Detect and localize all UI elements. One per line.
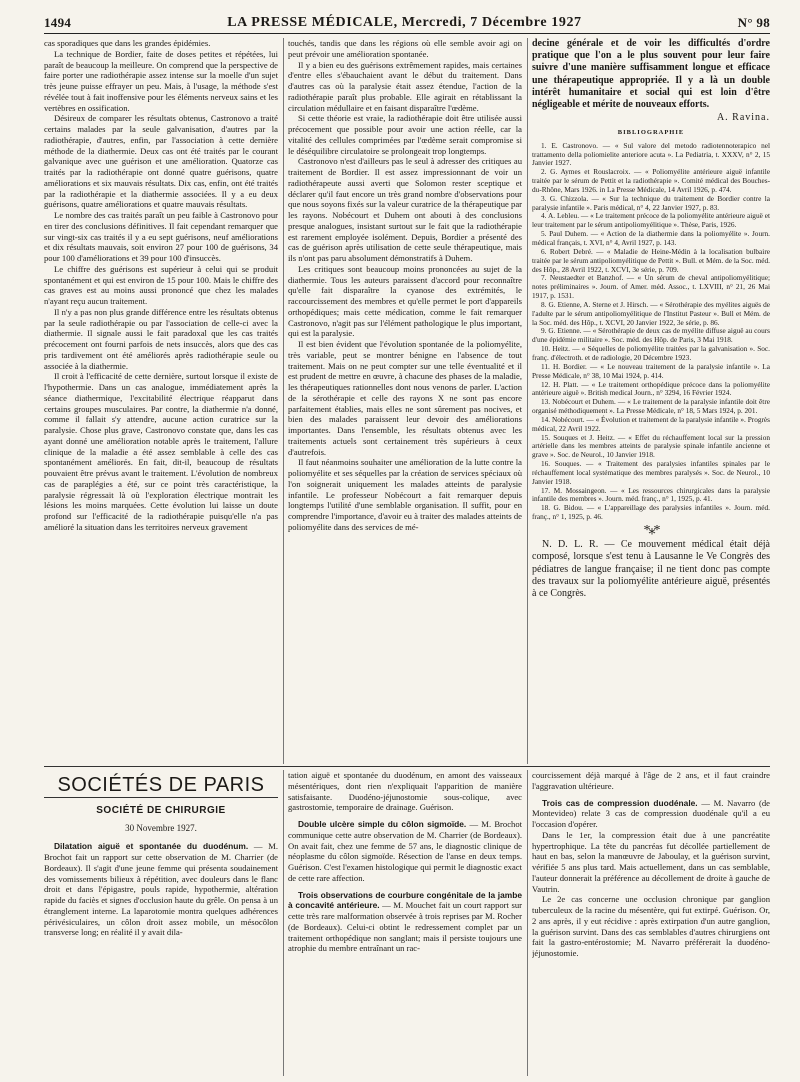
- paragraph: Le chiffre des guérisons est supérieur à celui qui se produit spontanément et qui est environ de 15 pour 100. Mais le chiffre des cas graves est au moins aussi prononcé que chez les malades n'ayant reçu aucun traitement.: [44, 263, 278, 306]
- article-text: — M. Navarro (de Montevideo) relate 3 cas de compression duodénale qu'il a eu l'occasion d'opérer.: [532, 797, 770, 829]
- paragraph: cas sporadiques que dans les grandes épidémies.: [44, 38, 211, 48]
- paragraph: Il croit à l'efficacité de cette dernière, surtout lorsque il existe de l'hypothermie. Dans un cas analogue, immédiatement après la séance diathermique, l'excitabilité électrique réapparut dans certains groupes musculaires. Par contre, la diathermie n'a donné, comme il fallait s'y attendre, aucune action curatrice sur la paralysie. Chose plus grave, Castronovo constate que, dans les cas ayant donné une amélioration notable après le traitement, l'allure clinique de la maladie a été assez semblable à celle des cas spontanément améliorés. En fait, dit-il, beaucoup de résultats pouvaient être prévus avant le traitement. L'évolution de nombreux cas de paraplégies a été, sur ce point très caractéristique, la paralysie régressait là où l'exploration électrique montrait les lésions les moins marquées. Cette évolution lui laisse un doute profond sur l'efficacité de la radiothérapie puisqu'elle n'a pas amélioré la situation dans les territoires nerveux gravement: [44, 371, 278, 532]
- article: [288, 890, 522, 955]
- article-continuation: courcissement déjà marqué à l'âge de 2 ans, et il faut craindre l'aggravation ultérieure.: [532, 770, 770, 791]
- article-title: Trois observations de courbure congénitale de la jambe à concavité antérieure.: [288, 889, 522, 911]
- bibliography-list: [532, 142, 770, 522]
- article-title: Double ulcère simple du côlon sigmoïde.: [298, 819, 467, 829]
- bibliography-entry: 10. Heitz. — « Séquelles de poliomyélite traitées par la galvanisation ». Soc. franç. d'électroth. et de radiologie, 20 Décembre 1923.: [532, 344, 770, 362]
- society-name: SOCIÉTÉ DE CHIRURGIE: [96, 804, 226, 816]
- column-rule: [527, 38, 528, 764]
- article: [288, 819, 522, 884]
- conclusion-paragraph: decine générale et de voir les difficultés d'ordre pratique que l'on a le plus souvent pour leur faire suivre d'une manière suffisamment longue et efficace une thérapeutique appropriée. Il y a là un double intérêt humanitaire et social qui est loin d'être négligeable et mérite de nouveaux efforts.: [532, 38, 770, 111]
- column-1: [44, 38, 278, 764]
- column-2: [288, 38, 522, 764]
- bibliography-entry: 9. G. Etienne. — « Sérothérapie de deux cas de myélite diffuse aiguë au cours d'une épidémie militaire ». Soc. méd. des Hôp. de Paris, 3 Mai 1918.: [532, 326, 770, 345]
- editor-note-text: N. D. L. R. — Ce mouvement médical était déjà composé, lorsque s'est tenu à Lausanne le Ve Congrès des pédiatres de langue française; il ne tient donc pas compte des travaux sur la poliomyélite antérieure aiguë, présentés à ce Congrès.: [532, 538, 770, 600]
- paragraph: Il n'y a pas non plus grande différence entre les résultats obtenus par la seule radiothérapie ou par l'association de celle-ci avec la diathermie. Il signale aussi le fait paradoxal que les cas traités précocement ont fourni parfois de nets insuccès, alors que des cas pris tardivement ont été améliorés après radiothérapie seule ou associée à la diathermie.: [44, 306, 278, 371]
- newspaper-page: [44, 6, 770, 1076]
- bibliography-entry: 18. G. Bidou. — « L'appareillage des paralysies infantiles ». Journ. méd. franç., n° 1, 1925, p. 46.: [532, 503, 770, 522]
- bibliography-entry: 16. Souques. — « Traitement des paralysies infantiles spinales par le réchauffement local systématique des membres paralysés ». Soc. de Neurol., 10 Janvier 1918.: [532, 459, 770, 486]
- bibliography-entry: 2. G. Aymes et Rouslacroix. — « Poliomyélite antérieure aiguë infantile traitée par le sérum de Pettit et la radiothérapie ». Comité médical des Bouches-du-Rhône, Mars 1926. in La Presse Médicale, 14 Avril 1926, p. 474.: [532, 167, 770, 194]
- article-text: — M. Mouchet fait un court rapport sur cette très rare malformation observée à trois reprises par M. Rocher (de Bordeaux). Celui-ci obtint le redressement complet par un traitement orthopédique non sanglant; mais il persiste toujours une atrophie du membre entraînant un rac-: [288, 900, 522, 954]
- author-signature: A. Ravina.: [716, 112, 770, 124]
- bibliography-entry: 6. Robert Debré. — « Maladie de Heine-Médin à la localisation bulbaire traitée par le sérum antipoliomyélitique de Pettit ». Bull. et Mém. de la Soc. méd. des Hôp., 28 Avril 1922, t. XCVI, 3e série, p. 709.: [532, 246, 770, 274]
- paragraph: Désireux de comparer les résultats obtenus, Castronovo a traité certains malades par la seule galvanisation, d'autres par la radiothérapie, d'autres, enfin, par l'association à cette dernière méthode de la diathermie. Deux cas ont été traités par le courant galvanique avec une guérison et une amélioration. Quatorze cas traités par la radiothérapie ont donné quatre guérisons, quatre améliorations et six mauvais résultats. Dix cas, enfin, ont été traités par la radiothérapie et la diathermie associées. Il y a eu deux guérisons, quatre améliorations et quatre mauvais résultats.: [44, 113, 278, 210]
- column-rule: [283, 38, 284, 764]
- bibliography-entry: 8. G. Etienne, A. Sterne et J. Hirsch. — « Sérothérapie des myélites aiguës de l'adulte par le sérum antipoliomyélitique de l'Institut Pasteur ». Bull et Mém. de la Soc. méd. des Hôp., t. XCVI, 20 Janvier 1922, 3e série, p. 86.: [532, 299, 770, 327]
- journal-title: LA PRESSE MÉDICALE, Mercredi, 7 Décembre 1927: [227, 15, 582, 30]
- page-header: [44, 6, 770, 34]
- bibliography-entry: 3. G. Chizzola. — « Sur la technique du traitement de Bordier contre la paralysie infantile ». Paris médical, n° 4, 22 Janvier 1927, p. 83.: [532, 193, 770, 212]
- paragraph: Il y a bien eu des guérisons extrêmement rapides, mais certaines d'entre elles s'ébauchaient avant le début du traitement. Dans d'autres cas où la paralysie était assez étendue, l'action de la radiothérapie paraît plus probable. Elle agirait en rétablissant la circulation médullaire et en faisant disparaître l'œdème.: [288, 59, 522, 113]
- paragraph: touchés, tandis que dans les régions où elle semble avoir agi on peut prévoir une amélioration spontanée.: [288, 38, 522, 59]
- article: [44, 841, 278, 938]
- paragraph: Si cette théorie est vraie, la radiothérapie doit être utilisée aussi précocement que possible pour avoir une action réelle, car la vitalité des cellules comprimées par l'œdème serait compromise si le déséquilibre circulatoire se prolongeait trop longtemps.: [288, 113, 522, 156]
- paragraph: Les critiques sont beaucoup moins prononcées au sujet de la diathermie. Tous les auteurs paraissent d'accord pour reconnaître qu'elle fait disparaître la cyanose des extrémités, le raccourcissement des membres et qu'elle permet le port d'appareils orthopédiques; mais cette médication, comme le fait remarquer Castronovo, n'agit pas sur l'élément pathologique le plus important, qui est la paralysie.: [288, 263, 522, 339]
- article: [532, 798, 770, 830]
- asterism-ornament: *⁎*: [643, 523, 659, 538]
- paragraph: Il faut néanmoins souhaiter une amélioration de la lutte contre la poliomyélite et ses séquelles par la création de services spéciaux où l'on soignerait uniquement les malades atteints de paralysie infantile. Le professeur Nobécourt a fait remarquer depuis longtemps l'utilité d'une semblable organisation. Il suffit, pour en comprendre l'importance, d'avoir eu à traiter des malades atteints de poliomyélite dans des services de mé-: [288, 457, 522, 532]
- issue-number: N° 98: [737, 15, 770, 30]
- bibliography-entry: 13. Nobécourt et Duhem. — « Le traitement de la paralysie infantile doit être organisé méthodiquement ». La Presse Médicale, n° 18, 5 Mars 1924, p. 201.: [532, 397, 770, 416]
- bibliography-entry: 14. Nobécourt. — « Évolution et traitement de la paralysie infantile ». Progrès médical, 22 Avril 1922.: [532, 414, 770, 433]
- bibliography-entry: 1. E. Castronovo. — « Sul valore del metodo radiotennoterapico nel trattamento della poliomielite anteriore acuta ». La Pediatria, t. XXXV, n° 2, 15 Janvier 1927.: [532, 140, 770, 168]
- column-3: [532, 38, 770, 764]
- page-number: 1494: [44, 15, 72, 30]
- societes-column-2: [288, 770, 522, 1076]
- article-text: — M. Brochot fait un rapport sur cette observation de M. Charrier (de Bordeaux). Il s'agit d'une jeune femme qui présenta soudainement des vomissements bilieux à répétition, avec douleurs dans le flanc droit et dans l'épigastre, pouls rapide, hypothermie, altération rapide du faciès et signes d'occlusion haute du grêle. On pensa à un étranglement interne. La laparotomie montra quelques adhérences périvésiculaires, un côlon droit assez mobile, un mésocôlon transverse long; en réalité il y avait dila-: [44, 841, 278, 938]
- bibliography-entry: 4. A. Lebleu. — « Le traitement précoce de la poliomyélite antérieure aiguë et leur traitement par le sérum antipoliomyélitique ». Thèse, Paris, 1926.: [532, 211, 770, 230]
- paragraph: Il est bien évident que l'évolution spontanée de la poliomyélite, très variable, peut se montrer bénigne en l'absence de tout traitement. Mais on ne peut compter sur une telle éventualité et il est prudent de mettre en œuvre, à chacune des phases de la maladie, les thérapeutiques rationnelles dont nous venons de parler. L'action de la sérothérapie et celle des rayons X ne sont pas encore parfaitement établies, mais elles ne sont sûrement pas nocives, et bien des malades paraissent leur devoir des améliorations importantes. Dans l'ensemble, les résultats obtenus avec les traitements actuels sont certainement très supérieurs à ceux d'autrefois.: [288, 339, 522, 457]
- bibliography-entry: 15. Souques et J. Heitz. — « Effet du réchauffement local sur la pression artérielle dans les membres atteints de paralysie spinale infantile ancienne et grave ». Soc. de Neurol., 10 Janvier 1918.: [532, 432, 770, 460]
- paragraph: Le 2e cas concerne une occlusion chronique par ganglion tuberculeux de la racine du mésentère, qui fut extirpé. Guérison. Or, 2 ans après, il y eut récidive : après extirpation d'un autre ganglion, la guérison survint. Dans des cas semblables d'autres chirurgiens ont fait la gastro-entérostomie; M. Navarro préférerait la duodéno-jéjunostomie.: [532, 894, 770, 958]
- societes-column-3: [532, 770, 770, 1076]
- article-text: — M. Brochot communique cette autre observation de M. Charrier (de Bordeaux). On avait fait, chez une femme de 57 ans, le diagnostic clinique de néoplasme du côlon sigmoïde. Résection de l'anse en deux temps. Guérison. C'est l'examen histologique qui permit le diagnostic exact de cette rare affection.: [288, 819, 522, 883]
- bibliography-entry: 5. Paul Duhem. — « Action de la diathermie dans la poliomyélite ». Journ. médical français, t. XVI, n° 4, Avril 1927, p. 143.: [532, 229, 770, 247]
- paragraph: La technique de Bordier, faite de doses petites et répétées, lui paraît de beaucoup la meilleure. On comprend que la perspective de faire porter une radiothérapie assez intense sur la moelle d'un sujet très jeune puisse effrayer un peu. Mais, à l'usage, la méthode s'est révélée tout à fait inoffensive pour les éléments nerveux sains et les vertèbres en ossification.: [44, 48, 278, 113]
- column-rule: [527, 770, 528, 1076]
- paragraph: Le nombre des cas traités paraît un peu faible à Castronovo pour en tirer des conclusions définitives. Il fait cependant remarquer que sur vingt-six cas traités il y a eu sept guérisons, neuf améliorations et dix résultats mauvais, soit environ 27 pour 100 de guérisons, 34 pour 100 d'améliorations et 39 pour 100 d'insuccès.: [44, 210, 278, 263]
- bibliography-entry: 17. M. Mossaingeon. — « Les ressources chirurgicales dans la paralysie infantile des membres ». Journ. méd. franç., n° 1, 1925, p. 41.: [532, 485, 770, 504]
- editor-note: [532, 539, 770, 601]
- societes-column-1: [44, 770, 278, 1076]
- section-title: SOCIÉTÉS DE PARIS: [44, 770, 278, 798]
- paragraph: Castronovo n'est d'ailleurs pas le seul à adresser des critiques au traitement de Bordier. Il est assez impressionnant de voir un radiothérapeute aussi averti que Solomon rester sceptique et déclarer qu'il faut encore un très grand nombre d'observations pour que nous soyons fixés sur la valeur curatrice de la thérapeutique par les rayons. Nobécourt et Duhem ont abouti à des conclusions presque analogues, insistant surtout sur le fait que la radiothérapie est rarement employée isolément. Depuis, Bordier a présenté des cas de guérison après utilisation de cette seule thérapeutique, mais ils n'ont pas paru absolument démonstratifs à Duhem.: [288, 156, 522, 263]
- bibliography-heading: BIBLIOGRAPHIE: [617, 128, 685, 136]
- section-rule: [44, 766, 770, 767]
- bibliography-entry: 12. H. Platt. — « Le traitement orthopédique précoce dans la poliomyélite antérieure aiguë ». British medical Journ., n° 3294, 16 Février 1924.: [532, 379, 770, 398]
- bibliography-entry: 11. H. Bordier. — « Le nouveau traitement de la paralysie infantile ». La Presse Médicale, n° 38, 10 Mai 1924, p. 414.: [532, 361, 770, 380]
- paragraph: Dans le 1er, la compression était due à une pancréatite hypertrophique. La tête du pancréas fut décollée partiellement de haut en bas, selon la manœuvre de Jaboulay, et la guérison survint, vérifiée 5 ans plus tard. Mais actuellement, dans un cas semblable, l'auteur donnerait la préférence au décollement de droite à gauche de Vautrin.: [532, 829, 770, 894]
- article-continuation: tation aiguë et spontanée du duodénum, en amont des vaisseaux mésentériques, dont rien n'expliquait l'apparition de manière satisfaisante. Duodéno-jéjunostomie sous-colique, avec gastrostomie, temporaire de drainage. Guérison.: [288, 770, 522, 813]
- column-rule: [283, 770, 284, 1076]
- session-date: 30 Novembre 1927.: [125, 822, 197, 833]
- article-title: Dilatation aiguë et spontanée du duodénum.: [54, 841, 249, 852]
- article-title: Trois cas de compression duodénale.: [542, 797, 698, 808]
- bibliography-entry: 7. Neustaedter et Banzhof. — « Un sérum de cheval antipoliomyélitique; notes préliminaires ». Journ. of Amer. méd. Assoc., t. LXVIII, n° 21, 26 Mai 1917, p. 1531.: [532, 273, 770, 301]
